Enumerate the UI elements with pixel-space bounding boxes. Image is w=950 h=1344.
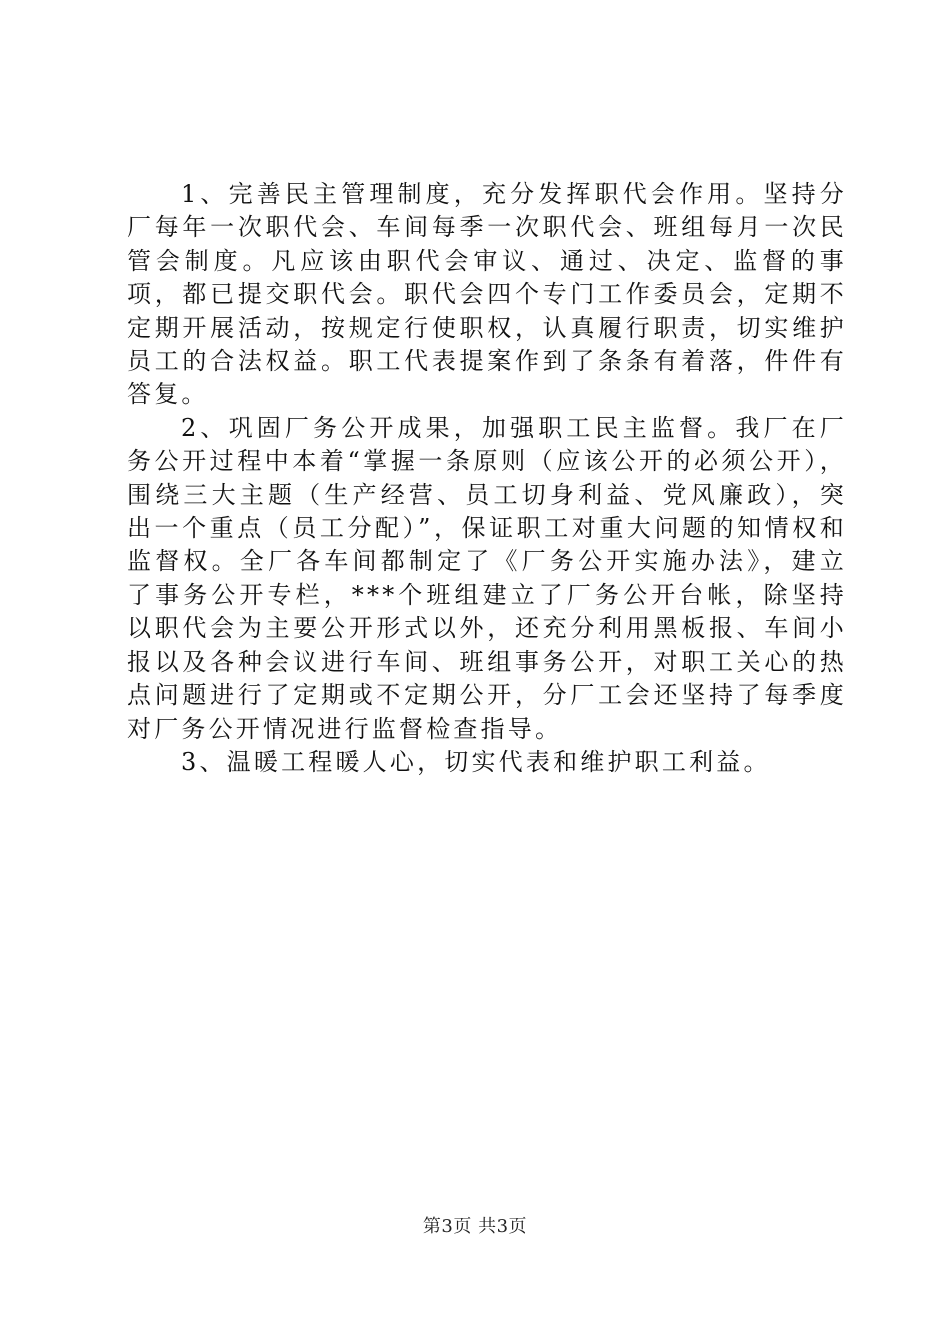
document-body: [127, 178, 847, 779]
paragraph-factory-affairs-disclosure: 2、巩固厂务公开成果，加强职工民主监督。我厂在厂务公开过程中本着“掌握一条原则（应该公开的必须公开），围绕三大主题（生产经营、员工切身利益、党风廉政），突出一个重点（员工分配）”，保证职工对重大问题的知情权和监督权。全厂各车间都制定了《厂务公开实施办法》，建立了事务公开专栏，***个班组建立了厂务公开台帐，除坚持以职代会为主要公开形式以外，还充分利用黑板报、车间小报以及各种会议进行车间、班组事务公开，对职工关心的热点问题进行了定期或不定期公开，分厂工会还坚持了每季度对厂务公开情况进行监督检查指导。: [127, 413, 847, 743]
page-footer: 第3页 共3页: [422, 1216, 528, 1237]
paragraph-warmth-project: 3、温暖工程暖人心，切实代表和维护职工利益。: [181, 747, 771, 776]
paragraph-democratic-management: 1、完善民主管理制度，充分发挥职代会作用。坚持分厂每年一次职代会、车间每季一次职代会、班组每月一次民管会制度。凡应该由职代会审议、通过、决定、监督的事项，都已提交职代会。职代会四个专门工作委员会，定期不定期开展活动，按规定行使职权，认真履行职责，切实维护员工的合法权益。职工代表提案作到了条条有着落，件件有答复。: [127, 180, 847, 409]
